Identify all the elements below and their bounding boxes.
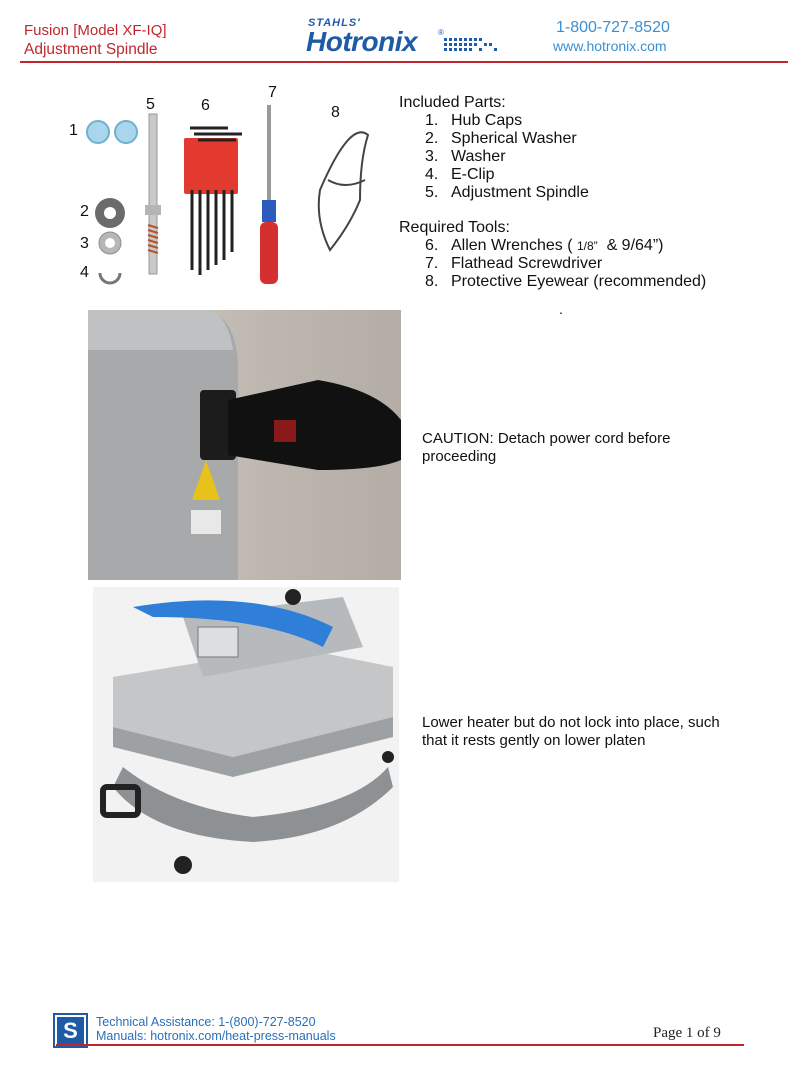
- procedure-title: Adjustment Spindle: [24, 41, 158, 58]
- website-link[interactable]: www.hotronix.com: [553, 38, 667, 54]
- document-title: [24, 21, 167, 59]
- manuals-link[interactable]: Manuals: hotronix.com/heat-press-manuals: [96, 1029, 336, 1043]
- flathead-screwdriver-icon: [260, 105, 278, 284]
- stray-period: .: [559, 301, 563, 317]
- registered-mark: ®: [438, 28, 444, 37]
- part-label-7: 7: [268, 84, 277, 101]
- header-divider: [20, 61, 788, 63]
- power-cord-illustration: [88, 310, 401, 580]
- footer-divider: [56, 1044, 744, 1046]
- hotronix-logo: Hotronix: [306, 26, 418, 57]
- heat-press-photo: [93, 587, 399, 882]
- list-item: 6. Allen Wrenches ( 1/8” & 9/64”): [425, 237, 664, 254]
- hub-cap-icon: [115, 121, 137, 143]
- parts-photo: [60, 80, 390, 295]
- power-cord-photo: [88, 310, 401, 580]
- phone-number: 1-800-727-8520: [556, 19, 670, 36]
- list-item: 3. Washer: [425, 148, 506, 165]
- part-label-1: 1: [69, 122, 78, 139]
- required-tools-heading: Required Tools:: [399, 219, 510, 236]
- step1-caption: CAUTION: Detach power cord before proceeding: [422, 430, 671, 465]
- power-plug-icon: [228, 380, 401, 470]
- included-parts-heading: Included Parts:: [399, 94, 506, 111]
- stahls-s-logo: S: [55, 1015, 86, 1046]
- list-item: 4. E-Clip: [425, 166, 495, 183]
- list-item: 5. Adjustment Spindle: [425, 184, 589, 201]
- hub-cap-icon: [87, 121, 109, 143]
- e-clip-icon: [100, 273, 120, 283]
- list-item: 7. Flathead Screwdriver: [425, 255, 603, 272]
- stahls-wordmark: STAHLS': [308, 17, 361, 29]
- part-label-2: 2: [80, 203, 89, 220]
- included-parts-list: [399, 94, 589, 202]
- part-label-6: 6: [201, 97, 210, 114]
- part-label-5: 5: [146, 96, 155, 113]
- list-item: 8. Protective Eyewear (recommended): [425, 273, 707, 290]
- required-tools-list: [399, 219, 706, 291]
- adjustment-spindle-icon: [145, 114, 161, 274]
- model-title: Fusion [Model XF-IQ]: [24, 22, 167, 39]
- part-label-3: 3: [80, 235, 89, 252]
- logo-dot-pattern: [444, 38, 500, 52]
- part-label-4: 4: [80, 264, 89, 281]
- heat-press-illustration: [93, 587, 399, 882]
- step2-caption: Lower heater but do not lock into place, such that it rests gently on lower platen: [422, 714, 720, 749]
- page-number: Page 1 of 9: [653, 1025, 721, 1041]
- list-item: 1. Hub Caps: [425, 112, 523, 129]
- tech-assistance: Technical Assistance: 1-(800)-727-8520: [96, 1015, 316, 1029]
- allen-wrench-set-icon: [184, 128, 242, 275]
- list-item: 2. Spherical Washer: [425, 130, 577, 147]
- part-label-8: 8: [331, 104, 340, 121]
- parts-illustration: [60, 80, 390, 295]
- protective-eyewear-icon: [319, 132, 368, 250]
